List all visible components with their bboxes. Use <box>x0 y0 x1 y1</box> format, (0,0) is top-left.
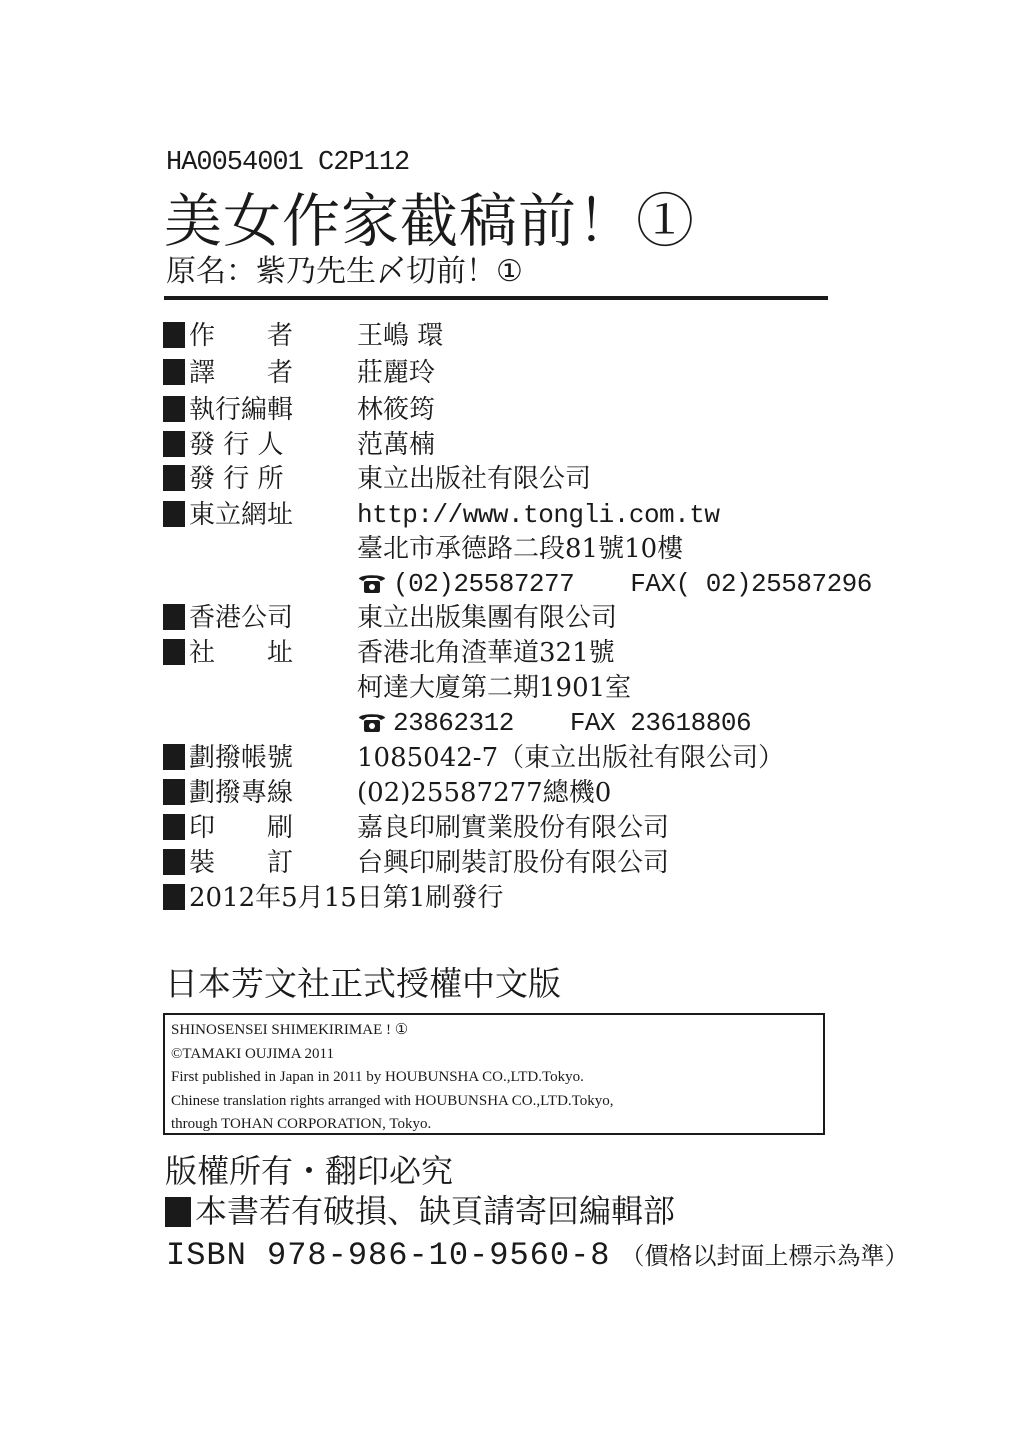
price-note: （價格以封面上標示為準） <box>620 1242 909 1270</box>
credit-row-printing <box>163 811 357 845</box>
credit-value: 台興印刷裝訂股份有限公司 <box>357 848 670 878</box>
credit-label: 發 行 人 <box>189 430 284 460</box>
credit-value: 林筱筠 <box>357 395 436 425</box>
defect-notice <box>165 1190 675 1232</box>
bullet-square-icon <box>163 604 185 630</box>
credit-label: 香港公司 <box>189 603 294 633</box>
credit-row-translator <box>163 356 357 390</box>
bullet-square-icon <box>163 849 185 875</box>
credit-value: 東立出版集團有限公司 <box>357 603 618 633</box>
credit-value: 嘉良印刷實業股份有限公司 <box>357 813 670 843</box>
credit-label: 印 刷 <box>189 813 294 843</box>
bullet-square-icon <box>163 744 185 770</box>
bullet-square-icon <box>163 814 185 840</box>
bullet-square-icon <box>163 396 185 422</box>
bullet-square-icon <box>163 465 185 491</box>
title-divider <box>164 296 828 300</box>
taipei-address: 臺北市承德路二段81號10樓 <box>357 534 684 564</box>
telephone-icon <box>357 711 387 733</box>
credit-value: 東立出版社有限公司 <box>357 464 592 494</box>
bullet-square-icon <box>163 322 185 348</box>
credit-row-binding <box>163 846 357 880</box>
licence-title: 日本芳文社正式授權中文版 <box>165 964 561 1003</box>
hk-fax: FAX 23618806 <box>569 708 752 738</box>
credit-row-hk-company <box>163 601 357 635</box>
licence-line: ©TAMAKI OUJIMA 2011 <box>171 1045 334 1062</box>
hk-address-line2: 柯達大廈第二期1901室 <box>357 673 632 703</box>
credit-value: (02)25587277總機0 <box>357 778 612 808</box>
bullet-square-icon <box>165 1197 191 1227</box>
credit-label: 劃撥專線 <box>189 778 294 808</box>
credit-label: 執行編輯 <box>189 395 294 425</box>
book-code: HA0054001 C2P112 <box>166 148 410 178</box>
credit-label: 社 址 <box>189 638 294 668</box>
credit-label: 東立網址 <box>189 500 294 530</box>
credit-row-website <box>163 498 357 532</box>
defect-text: 本書若有破損、缺頁請寄回編輯部 <box>195 1192 676 1230</box>
book-title: 美女作家截稿前！① <box>164 187 696 255</box>
credit-label: 作 者 <box>189 321 294 351</box>
original-title: 原名：紫乃先生〆切前！① <box>166 254 523 289</box>
credit-label: 譯 者 <box>189 358 294 388</box>
credit-row-hk-address <box>163 636 357 670</box>
credit-row-author <box>163 319 357 353</box>
credit-label: 劃撥帳號 <box>189 743 294 773</box>
credit-row-publisher <box>163 428 357 462</box>
hk-contact <box>357 706 751 740</box>
hk-phone: 23862312 <box>393 708 514 738</box>
credit-row-editor <box>163 393 357 427</box>
isbn-number: ISBN 978-986-10-9560-8 <box>166 1237 611 1274</box>
credit-row-payment-line <box>163 776 357 810</box>
bullet-square-icon <box>163 884 185 910</box>
credit-label: 裝 訂 <box>189 848 294 878</box>
credit-value: 香港北角渣華道321號 <box>357 638 615 668</box>
taipei-contact <box>357 567 872 601</box>
date-text: 2012年5月15日第1刷發行 <box>189 883 504 913</box>
licence-box <box>163 1013 825 1135</box>
bullet-square-icon <box>163 431 185 457</box>
credit-value: 莊麗玲 <box>357 358 436 388</box>
rights-notice: 版權所有・翻印必究 <box>165 1152 454 1190</box>
telephone-icon <box>357 572 387 594</box>
bullet-square-icon <box>163 359 185 385</box>
taipei-fax: FAX( 02)25587296 <box>630 569 872 599</box>
credit-row-publishing-house <box>163 462 357 496</box>
credit-value: 1085042-7（東立出版社有限公司） <box>357 743 785 773</box>
credit-row-payment-account <box>163 741 357 775</box>
bullet-square-icon <box>163 779 185 805</box>
licence-line: First published in Japan in 2011 by HOUBUNSHA CO.,LTD.Tokyo. <box>171 1069 584 1085</box>
bullet-square-icon <box>163 501 185 527</box>
credit-label: 發 行 所 <box>189 464 284 494</box>
credit-value: 王嶋 環 <box>357 321 444 351</box>
isbn-line <box>166 1232 908 1277</box>
credit-value: 范萬楠 <box>357 430 436 460</box>
licence-line: Chinese translation rights arranged with HOUBUNSHA CO.,LTD.Tokyo, <box>171 1092 614 1109</box>
taipei-phone: (02)25587277 <box>393 569 575 599</box>
licence-line: SHINOSENSEI SHIMEKIRIMAE ! ① <box>171 1022 409 1038</box>
licence-line: through TOHAN CORPORATION, Tokyo. <box>171 1116 432 1132</box>
website-link[interactable]: http://www.tongli.com.tw <box>357 500 720 530</box>
bullet-square-icon <box>163 639 185 665</box>
publication-date <box>163 881 503 915</box>
